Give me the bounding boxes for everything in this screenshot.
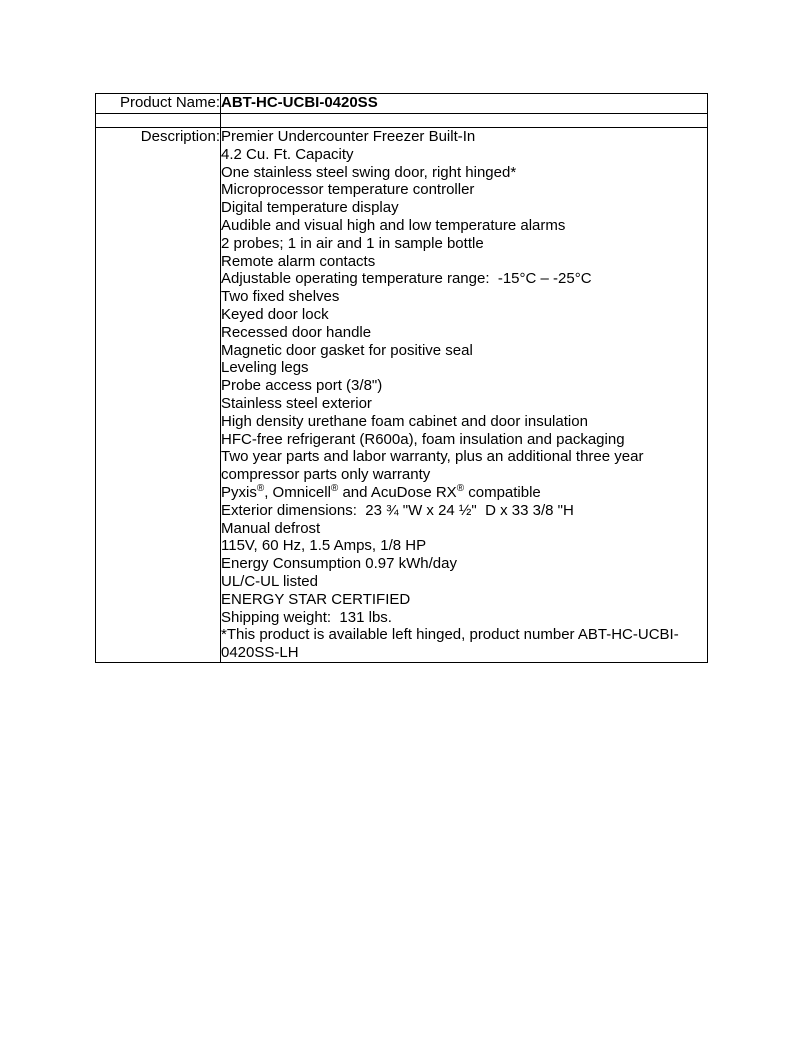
product-spec-table — [95, 93, 708, 663]
description-line: 115V, 60 Hz, 1.5 Amps, 1/8 HP — [221, 537, 427, 555]
description-line: Manual defrost — [221, 519, 321, 537]
registered-trademark-symbol: ® — [256, 482, 265, 494]
description-line: Recessed door handle — [221, 323, 372, 341]
registered-trademark-symbol: ® — [456, 482, 465, 494]
description-line: 4.2 Cu. Ft. Capacity — [221, 145, 354, 163]
description-line: Stainless steel exterior — [221, 394, 372, 412]
description-line: ENERGY STAR CERTIFIED — [221, 590, 411, 608]
description-line: HFC-free refrigerant (R600a), foam insulation and packaging — [221, 430, 625, 448]
description-value-cell — [221, 128, 708, 663]
description-line: Remote alarm contacts — [221, 252, 376, 270]
description-line: Pyxis®, Omnicell® and AcuDose RX® compatible — [221, 482, 541, 501]
description-line: Adjustable operating temperature range: -15°C – -25°C — [221, 270, 592, 288]
description-line: Two fixed shelves — [221, 288, 340, 306]
description-lines — [221, 128, 707, 662]
description-line: One stainless steel swing door, right hinged* — [221, 163, 517, 181]
description-line: Shipping weight: 131 lbs. — [221, 608, 392, 626]
description-line: Two year parts and labor warranty, plus an additional three year compressor parts only warranty — [221, 448, 648, 484]
description-line: Digital temperature display — [221, 199, 399, 217]
description-label: Description: — [96, 128, 221, 663]
spacer-row — [96, 114, 708, 128]
description-line: High density urethane foam cabinet and door insulation — [221, 412, 588, 430]
product-name-row — [96, 94, 708, 114]
description-line: Microprocessor temperature controller — [221, 181, 475, 199]
description-line: Exterior dimensions: 23 ¾ "W x 24 ½" D x 33 3/8 "H — [221, 501, 574, 519]
description-line: *This product is available left hinged, product number ABT-HC-UCBI-0420SS-LH — [221, 626, 679, 662]
description-line: Audible and visual high and low temperature alarms — [221, 216, 566, 234]
description-line: Magnetic door gasket for positive seal — [221, 341, 473, 359]
spacer-cell-left — [96, 114, 221, 128]
description-line: Premier Undercounter Freezer Built-In — [221, 128, 476, 145]
description-line: Leveling legs — [221, 359, 309, 377]
description-line: Keyed door lock — [221, 305, 329, 323]
description-line: 2 probes; 1 in air and 1 in sample bottle — [221, 234, 484, 252]
registered-trademark-symbol: ® — [330, 482, 339, 494]
description-row — [96, 128, 708, 663]
description-line: Probe access port (3/8") — [221, 377, 383, 395]
product-name-label: Product Name: — [96, 94, 221, 114]
description-line: Energy Consumption 0.97 kWh/day — [221, 555, 457, 573]
spacer-cell-right — [221, 114, 708, 128]
description-line: UL/C-UL listed — [221, 572, 318, 590]
product-name-value: ABT-HC-UCBI-0420SS — [221, 94, 708, 114]
